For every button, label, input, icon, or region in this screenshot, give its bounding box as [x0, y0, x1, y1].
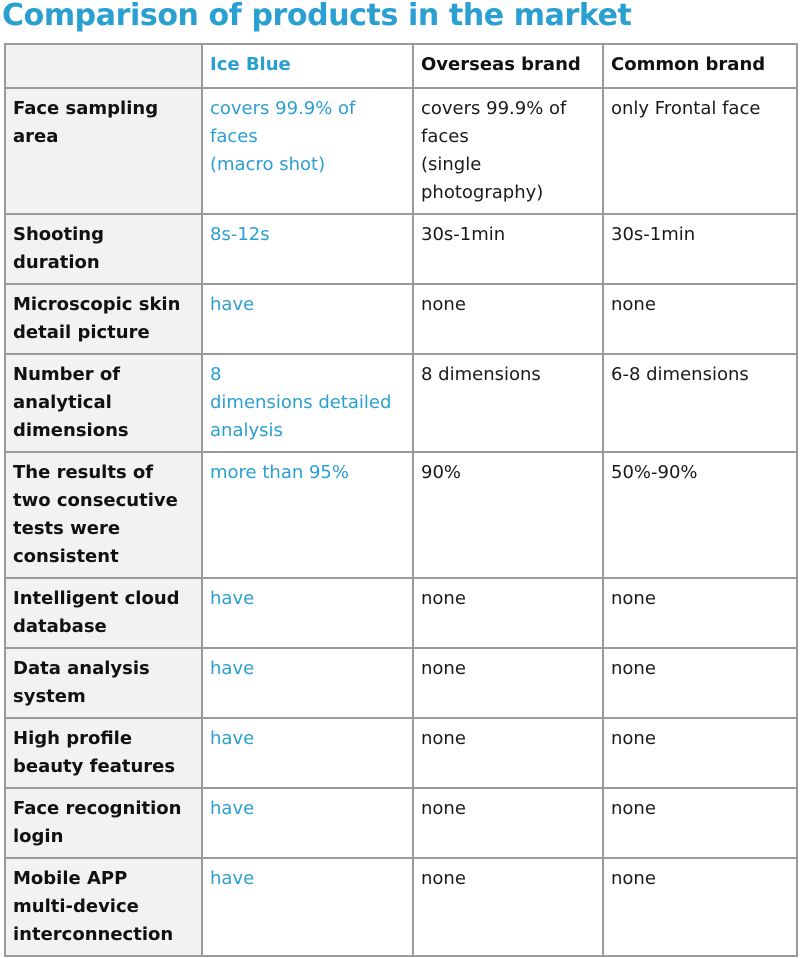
ice-blue-cell: have	[202, 578, 413, 648]
overseas-brand-cell: 30s-1min	[413, 214, 603, 284]
feature-cell: Mobile APP multi-device interconnection	[5, 858, 202, 956]
ice-blue-cell: 8s-12s	[202, 214, 413, 284]
header-overseas-brand: Overseas brand	[413, 44, 603, 88]
feature-cell: Intelligent cloud database	[5, 578, 202, 648]
ice-blue-cell: have	[202, 648, 413, 718]
table-row	[5, 88, 797, 214]
common-brand-cell: 30s-1min	[603, 214, 797, 284]
common-brand-cell: none	[603, 284, 797, 354]
ice-blue-cell: covers 99.9% of faces (macro shot)	[202, 88, 413, 214]
overseas-brand-cell: 8 dimensions	[413, 354, 603, 452]
overseas-brand-cell: none	[413, 284, 603, 354]
common-brand-cell: 6-8 dimensions	[603, 354, 797, 452]
common-brand-cell: none	[603, 578, 797, 648]
ice-blue-cell: 8 dimensions detailed analysis	[202, 354, 413, 452]
feature-cell: The results of two consecutive tests were consistent	[5, 452, 202, 578]
table-row	[5, 214, 797, 284]
overseas-brand-cell: none	[413, 858, 603, 956]
table-row	[5, 354, 797, 452]
feature-cell: Number of analytical dimensions	[5, 354, 202, 452]
header-common-brand: Common brand	[603, 44, 797, 88]
common-brand-cell: none	[603, 858, 797, 956]
common-brand-cell: none	[603, 718, 797, 788]
feature-cell: Face sampling area	[5, 88, 202, 214]
comparison-table	[4, 43, 798, 957]
ice-blue-cell: have	[202, 284, 413, 354]
overseas-brand-cell: none	[413, 578, 603, 648]
common-brand-cell: none	[603, 648, 797, 718]
overseas-brand-cell: 90%	[413, 452, 603, 578]
feature-cell: Face recognition login	[5, 788, 202, 858]
ice-blue-cell: have	[202, 788, 413, 858]
common-brand-cell: none	[603, 788, 797, 858]
common-brand-cell: 50%-90%	[603, 452, 797, 578]
header-ice-blue: Ice Blue	[202, 44, 413, 88]
table-row	[5, 578, 797, 648]
table-row	[5, 718, 797, 788]
page-title: Comparison of products in the market	[2, 0, 632, 33]
overseas-brand-cell: none	[413, 788, 603, 858]
ice-blue-cell: more than 95%	[202, 452, 413, 578]
table-row	[5, 284, 797, 354]
feature-cell: Data analysis system	[5, 648, 202, 718]
overseas-brand-cell: none	[413, 718, 603, 788]
overseas-brand-cell: none	[413, 648, 603, 718]
feature-cell: High profile beauty features	[5, 718, 202, 788]
table-row	[5, 452, 797, 578]
table-header-row	[5, 44, 797, 88]
ice-blue-cell: have	[202, 718, 413, 788]
feature-cell: Shooting duration	[5, 214, 202, 284]
header-corner-cell	[5, 44, 202, 88]
common-brand-cell: only Frontal face	[603, 88, 797, 214]
table-row	[5, 788, 797, 858]
table-row	[5, 648, 797, 718]
ice-blue-cell: have	[202, 858, 413, 956]
table-row	[5, 858, 797, 956]
overseas-brand-cell: covers 99.9% of faces (single photography)	[413, 88, 603, 214]
feature-cell: Microscopic skin detail picture	[5, 284, 202, 354]
